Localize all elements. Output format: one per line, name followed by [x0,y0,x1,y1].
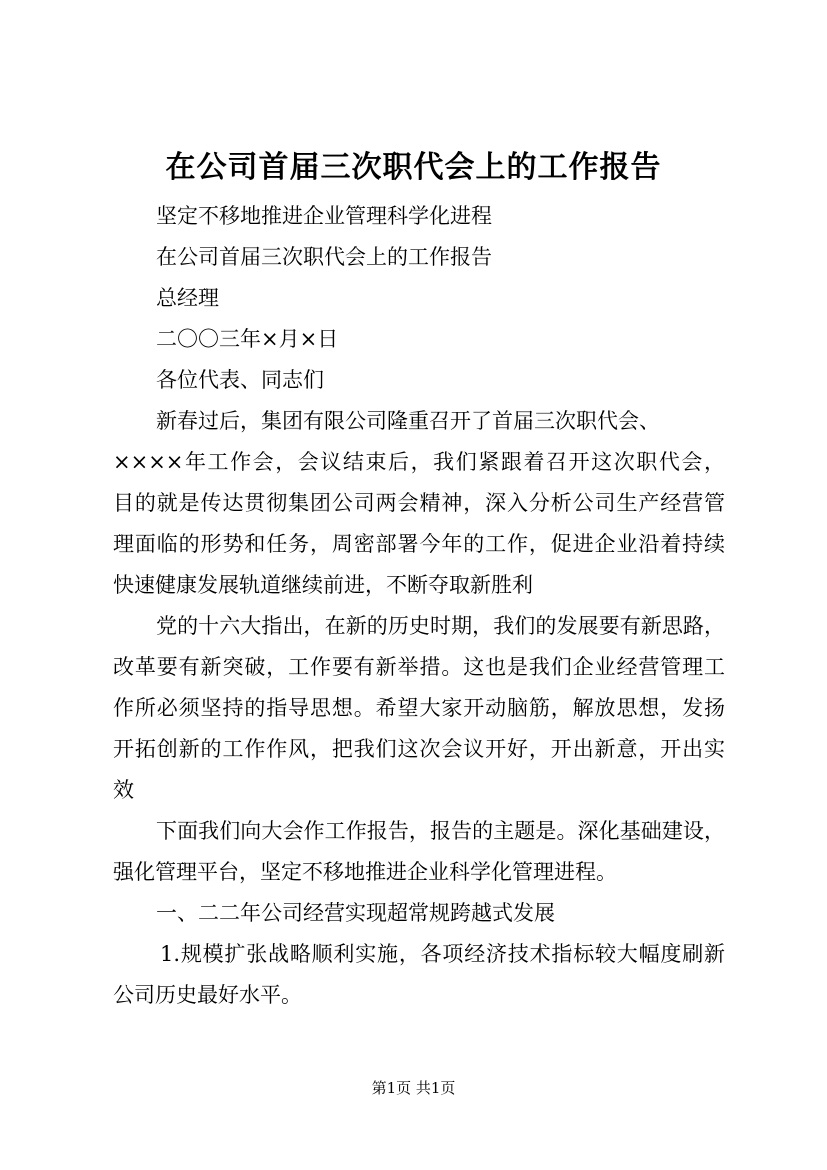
document-title: 在公司首届三次职代会上的工作报告 [165,150,662,185]
document-body [113,196,725,1016]
body-line: 各位代表、同志们 [156,368,324,392]
body-line: ××××年工作会，会议结束后，我们紧跟着召开这次职代会， [113,450,725,474]
body-line: 改革要有新突破，工作要有新举措。这也是我们企业经营管理工 [113,655,725,679]
body-line: 强化管理平台，坚定不移地推进企业科学化管理进程。 [113,860,617,884]
body-line: 下面我们向大会作工作报告，报告的主题是。深化基础建设， [156,819,725,843]
body-line: 坚定不移地推进企业管理科学化进程 [156,204,492,228]
body-line: 新春过后，集团有限公司隆重召开了首届三次职代会、 [156,409,660,433]
body-line: 二〇〇三年×月×日 [156,327,339,351]
body-line: 一、二二年公司经营实现超常规跨越式发展 [156,901,555,925]
body-line: 目的就是传达贯彻集团公司两会精神，深入分析公司生产经营管 [113,491,725,515]
body-line: 公司历史最好水平。 [113,983,302,1007]
body-line: 总经理 [156,286,219,310]
body-line: 理面临的形势和任务，周密部署今年的工作，促进企业沿着持续 [113,532,725,556]
body-line: 快速健康发展轨道继续前进，不断夺取新胜利 [113,573,533,597]
body-line: 作所必须坚持的指导思想。希望大家开动脑筋，解放思想，发扬 [113,696,725,720]
page-footer: 第1页 共1页 [371,1079,456,1097]
body-line: 效 [113,778,134,802]
body-line: 1.规模扩张战略顺利实施，各项经济技术指标较大幅度刷新 [160,942,725,966]
body-line: 开拓创新的工作作风，把我们这次会议开好，开出新意，开出实 [113,737,725,761]
body-line: 党的十六大指出，在新的历史时期，我们的发展要有新思路， [156,614,725,638]
body-line: 在公司首届三次职代会上的工作报告 [156,245,492,269]
